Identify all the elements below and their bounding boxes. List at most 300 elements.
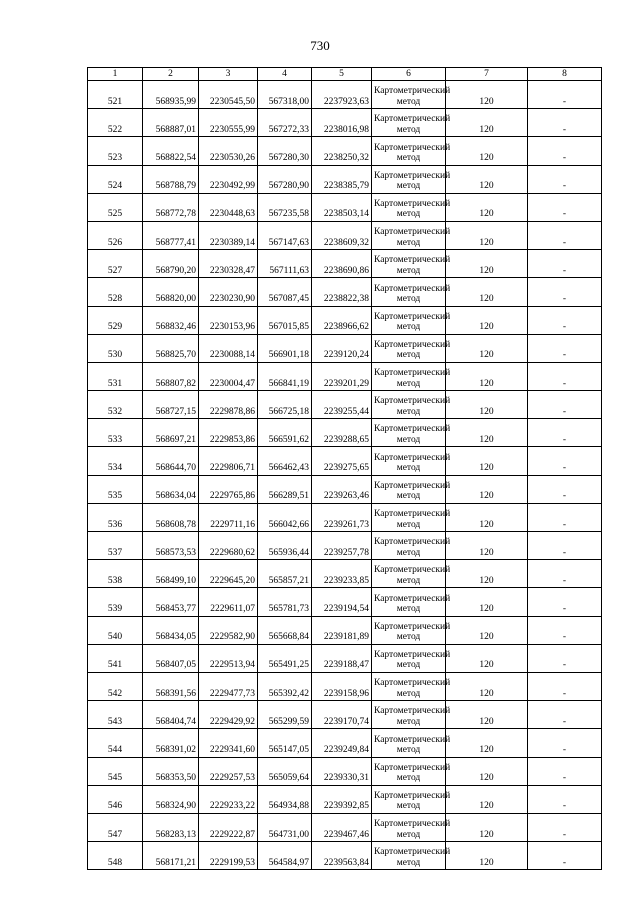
coordinate-cell: 565936,44 xyxy=(258,532,312,560)
coordinate-cell: 2229513,94 xyxy=(199,644,258,672)
method-line2: метод xyxy=(396,604,421,615)
point-number-cell: 545 xyxy=(88,757,143,785)
point-number-cell: 528 xyxy=(88,278,143,306)
method-line1: Картометрический xyxy=(374,311,451,322)
method-line2: метод xyxy=(396,237,421,248)
table-row xyxy=(88,221,602,249)
method-line2: метод xyxy=(396,153,421,164)
coordinate-cell: 568407,05 xyxy=(143,644,199,672)
accuracy-cell: 120 xyxy=(446,250,528,278)
accuracy-cell: 120 xyxy=(446,306,528,334)
table-row xyxy=(88,813,602,841)
coordinate-cell: 568820,00 xyxy=(143,278,199,306)
table-row xyxy=(88,672,602,700)
method-line2: метод xyxy=(396,406,421,417)
coordinate-cell: 568788,79 xyxy=(143,165,199,193)
table-row xyxy=(88,757,602,785)
coordinate-cell: 2230545,50 xyxy=(199,81,258,109)
accuracy-cell: 120 xyxy=(446,221,528,249)
coordinate-cell: 568697,21 xyxy=(143,419,199,447)
table-row xyxy=(88,532,602,560)
method-line1: Картометрический xyxy=(374,452,451,463)
accuracy-cell: 120 xyxy=(446,757,528,785)
coordinate-cell: 2239261,73 xyxy=(312,503,372,531)
column-header: 3 xyxy=(199,68,258,81)
coordinate-cell: 2230389,14 xyxy=(199,221,258,249)
table-row xyxy=(88,193,602,221)
column-header: 5 xyxy=(312,68,372,81)
coordinate-cell: 568404,74 xyxy=(143,701,199,729)
method-line1: Картометрический xyxy=(374,762,451,773)
column-header: 7 xyxy=(446,68,528,81)
coordinate-cell: 2239233,85 xyxy=(312,560,372,588)
coordinate-cell: 566841,19 xyxy=(258,362,312,390)
coordinate-cell: 2230448,63 xyxy=(199,193,258,221)
accuracy-cell: 120 xyxy=(446,532,528,560)
coordinate-cell: 567087,45 xyxy=(258,278,312,306)
coordinate-cell: 2230328,47 xyxy=(199,250,258,278)
coordinate-cell: 2230088,14 xyxy=(199,334,258,362)
method-line2: метод xyxy=(396,209,421,220)
point-number-cell: 531 xyxy=(88,362,143,390)
point-number-cell: 543 xyxy=(88,701,143,729)
method-line1: Картометрический xyxy=(374,678,451,689)
coordinate-cell: 2238966,62 xyxy=(312,306,372,334)
coordinate-cell: 2229429,92 xyxy=(199,701,258,729)
method-cell xyxy=(372,729,451,757)
point-number-cell: 523 xyxy=(88,137,143,165)
accuracy-cell: 120 xyxy=(446,447,528,475)
note-cell: - xyxy=(528,447,602,475)
coordinate-cell: 568727,15 xyxy=(143,391,199,419)
coordinate-cell: 2239392,85 xyxy=(312,785,372,813)
coordinate-cell: 568644,70 xyxy=(143,447,199,475)
coordinate-cell: 564584,97 xyxy=(258,842,312,870)
coordinate-cell: 2239257,78 xyxy=(312,532,372,560)
method-line2: метод xyxy=(396,350,421,361)
coordinate-cell: 2238385,79 xyxy=(312,165,372,193)
method-line2: метод xyxy=(396,322,421,333)
coordinate-cell: 2239255,44 xyxy=(312,391,372,419)
method-cell xyxy=(372,165,451,193)
column-header: 1 xyxy=(88,68,143,81)
coordinate-cell: 2229645,20 xyxy=(199,560,258,588)
coordinate-cell: 567015,85 xyxy=(258,306,312,334)
coordinate-cell: 568634,04 xyxy=(143,475,199,503)
point-number-cell: 525 xyxy=(88,193,143,221)
point-number-cell: 546 xyxy=(88,785,143,813)
method-line1: Картометрический xyxy=(374,227,451,238)
page-number: 730 xyxy=(310,38,330,53)
accuracy-cell: 120 xyxy=(446,137,528,165)
column-header: 2 xyxy=(143,68,199,81)
coordinate-cell: 567272,33 xyxy=(258,109,312,137)
point-number-cell: 539 xyxy=(88,588,143,616)
coordinate-cell: 567280,90 xyxy=(258,165,312,193)
column-header: 6 xyxy=(372,68,446,81)
method-cell xyxy=(372,250,451,278)
method-line2: метод xyxy=(396,547,421,558)
table-row xyxy=(88,503,602,531)
column-header: 4 xyxy=(258,68,312,81)
method-cell xyxy=(372,616,451,644)
coordinate-cell: 568807,82 xyxy=(143,362,199,390)
coordinate-cell: 2229680,62 xyxy=(199,532,258,560)
method-line2: метод xyxy=(396,463,421,474)
method-cell xyxy=(372,785,451,813)
coordinate-cell: 566462,43 xyxy=(258,447,312,475)
coordinate-cell: 568772,78 xyxy=(143,193,199,221)
coordinate-cell: 2229582,90 xyxy=(199,616,258,644)
method-line2: метод xyxy=(396,660,421,671)
table-row xyxy=(88,785,602,813)
coordinate-cell: 2239120,24 xyxy=(312,334,372,362)
accuracy-cell: 120 xyxy=(446,644,528,672)
note-cell: - xyxy=(528,785,602,813)
coordinate-cell: 2229806,71 xyxy=(199,447,258,475)
method-line1: Картометрический xyxy=(374,339,451,350)
method-cell xyxy=(372,560,451,588)
table-row xyxy=(88,419,602,447)
accuracy-cell: 120 xyxy=(446,391,528,419)
point-number-cell: 530 xyxy=(88,334,143,362)
method-cell xyxy=(372,532,451,560)
method-cell xyxy=(372,81,451,109)
table-row xyxy=(88,362,602,390)
table-row xyxy=(88,278,602,306)
coordinate-cell: 568573,53 xyxy=(143,532,199,560)
method-cell xyxy=(372,672,451,700)
coordinate-cell: 2229765,86 xyxy=(199,475,258,503)
coordinate-cell: 564934,88 xyxy=(258,785,312,813)
coordinate-cell: 2238503,14 xyxy=(312,193,372,221)
method-line1: Картометрический xyxy=(374,396,451,407)
method-line1: Картометрический xyxy=(374,170,451,181)
method-line2: метод xyxy=(396,773,421,784)
method-line2: метод xyxy=(396,519,421,530)
coordinate-cell: 568608,78 xyxy=(143,503,199,531)
table-body xyxy=(88,81,602,870)
coordinate-cell: 2229341,60 xyxy=(199,729,258,757)
method-cell xyxy=(372,306,451,334)
note-cell: - xyxy=(528,560,602,588)
method-cell xyxy=(372,278,451,306)
note-cell: - xyxy=(528,306,602,334)
table-row xyxy=(88,137,602,165)
coordinate-cell: 2230555,99 xyxy=(199,109,258,137)
coordinate-cell: 2229199,53 xyxy=(199,842,258,870)
coordinate-cell: 568171,21 xyxy=(143,842,199,870)
note-cell: - xyxy=(528,644,602,672)
point-number-cell: 534 xyxy=(88,447,143,475)
coordinate-cell: 2237923,63 xyxy=(312,81,372,109)
coordinates-table xyxy=(87,67,602,870)
method-line1: Картометрический xyxy=(374,198,451,209)
coordinate-cell: 2230530,26 xyxy=(199,137,258,165)
note-cell: - xyxy=(528,729,602,757)
coordinate-cell: 565668,84 xyxy=(258,616,312,644)
coordinate-cell: 568391,56 xyxy=(143,672,199,700)
table-row xyxy=(88,475,602,503)
coordinate-cell: 2239181,89 xyxy=(312,616,372,644)
method-cell xyxy=(372,701,451,729)
coordinate-cell: 568790,20 xyxy=(143,250,199,278)
accuracy-cell: 120 xyxy=(446,701,528,729)
coordinate-cell: 2239249,84 xyxy=(312,729,372,757)
method-cell xyxy=(372,419,451,447)
coordinate-cell: 568353,50 xyxy=(143,757,199,785)
coordinate-cell: 565781,73 xyxy=(258,588,312,616)
point-number-cell: 524 xyxy=(88,165,143,193)
method-line2: метод xyxy=(396,265,421,276)
method-line1: Картометрический xyxy=(374,847,451,858)
accuracy-cell: 120 xyxy=(446,842,528,870)
coordinate-cell: 2239194,54 xyxy=(312,588,372,616)
method-line1: Картометрический xyxy=(374,537,451,548)
accuracy-cell: 120 xyxy=(446,616,528,644)
note-cell: - xyxy=(528,109,602,137)
table-row xyxy=(88,701,602,729)
method-line2: метод xyxy=(396,434,421,445)
method-line1: Картометрический xyxy=(374,621,451,632)
point-number-cell: 548 xyxy=(88,842,143,870)
table-row xyxy=(88,165,602,193)
method-cell xyxy=(372,503,451,531)
method-cell xyxy=(372,221,451,249)
coordinate-cell: 2239188,47 xyxy=(312,644,372,672)
method-line1: Картометрический xyxy=(374,565,451,576)
method-line1: Картометрический xyxy=(374,593,451,604)
coordinate-cell: 565392,42 xyxy=(258,672,312,700)
point-number-cell: 532 xyxy=(88,391,143,419)
point-number-cell: 537 xyxy=(88,532,143,560)
coordinate-cell: 2230230,90 xyxy=(199,278,258,306)
table-row xyxy=(88,306,602,334)
method-line1: Картометрический xyxy=(374,424,451,435)
note-cell: - xyxy=(528,701,602,729)
note-cell: - xyxy=(528,165,602,193)
method-line2: метод xyxy=(396,294,421,304)
accuracy-cell: 120 xyxy=(446,419,528,447)
coordinate-cell: 2239275,65 xyxy=(312,447,372,475)
coordinate-cell: 2229257,53 xyxy=(199,757,258,785)
method-line2: метод xyxy=(396,716,421,727)
method-line1: Картометрический xyxy=(374,86,451,97)
coordinate-cell: 568935,99 xyxy=(143,81,199,109)
method-cell xyxy=(372,362,451,390)
coordinate-cell: 567318,00 xyxy=(258,81,312,109)
point-number-cell: 540 xyxy=(88,616,143,644)
accuracy-cell: 120 xyxy=(446,165,528,193)
coordinate-cell: 568777,41 xyxy=(143,221,199,249)
accuracy-cell: 120 xyxy=(446,672,528,700)
coordinate-cell: 2229233,22 xyxy=(199,785,258,813)
note-cell: - xyxy=(528,672,602,700)
method-line2: метод xyxy=(396,632,421,643)
method-cell xyxy=(372,447,451,475)
note-cell: - xyxy=(528,503,602,531)
method-line1: Картометрический xyxy=(374,283,451,294)
point-number-cell: 535 xyxy=(88,475,143,503)
coordinate-cell: 2229222,87 xyxy=(199,813,258,841)
coordinate-cell: 2230004,47 xyxy=(199,362,258,390)
coordinate-cell: 566725,18 xyxy=(258,391,312,419)
accuracy-cell: 120 xyxy=(446,560,528,588)
table-row xyxy=(88,842,602,870)
table-row xyxy=(88,391,602,419)
note-cell: - xyxy=(528,391,602,419)
accuracy-cell: 120 xyxy=(446,362,528,390)
note-cell: - xyxy=(528,334,602,362)
method-line2: метод xyxy=(396,378,421,389)
coordinate-cell: 2239201,29 xyxy=(312,362,372,390)
method-line1: Картометрический xyxy=(374,790,451,801)
accuracy-cell: 120 xyxy=(446,109,528,137)
coordinate-cell: 568887,01 xyxy=(143,109,199,137)
coordinate-cell: 2238016,98 xyxy=(312,109,372,137)
point-number-cell: 541 xyxy=(88,644,143,672)
method-cell xyxy=(372,588,451,616)
coordinate-cell: 2239330,31 xyxy=(312,757,372,785)
table-row xyxy=(88,109,602,137)
note-cell: - xyxy=(528,81,602,109)
accuracy-cell: 120 xyxy=(446,475,528,503)
table-row xyxy=(88,81,602,109)
method-cell xyxy=(372,334,451,362)
coordinate-cell: 568832,46 xyxy=(143,306,199,334)
coordinate-cell: 568825,70 xyxy=(143,334,199,362)
coordinate-cell: 2239158,96 xyxy=(312,672,372,700)
coordinate-cell: 567111,63 xyxy=(258,250,312,278)
note-cell: - xyxy=(528,250,602,278)
method-cell xyxy=(372,813,451,841)
coordinate-cell: 2239563,84 xyxy=(312,842,372,870)
coordinate-cell: 565147,05 xyxy=(258,729,312,757)
method-cell xyxy=(372,137,451,165)
method-cell xyxy=(372,644,451,672)
coordinate-cell: 568822,54 xyxy=(143,137,199,165)
coordinate-cell: 2239467,46 xyxy=(312,813,372,841)
method-line2: метод xyxy=(396,688,421,699)
accuracy-cell: 120 xyxy=(446,503,528,531)
note-cell: - xyxy=(528,842,602,870)
point-number-cell: 521 xyxy=(88,81,143,109)
method-line1: Картометрический xyxy=(374,734,451,745)
coordinate-cell: 568391,02 xyxy=(143,729,199,757)
coordinate-cell: 2238690,86 xyxy=(312,250,372,278)
coordinate-cell: 565059,64 xyxy=(258,757,312,785)
table-row xyxy=(88,250,602,278)
note-cell: - xyxy=(528,137,602,165)
point-number-cell: 529 xyxy=(88,306,143,334)
note-cell: - xyxy=(528,616,602,644)
table-row xyxy=(88,616,602,644)
method-line1: Картометрический xyxy=(374,114,451,125)
method-line1: Картометрический xyxy=(374,649,451,660)
coordinate-cell: 2229711,16 xyxy=(199,503,258,531)
accuracy-cell: 120 xyxy=(446,588,528,616)
coordinate-cell: 568283,13 xyxy=(143,813,199,841)
point-number-cell: 544 xyxy=(88,729,143,757)
method-line1: Картометрический xyxy=(374,480,451,491)
table-row xyxy=(88,334,602,362)
method-line1: Картометрический xyxy=(374,368,451,379)
accuracy-cell: 120 xyxy=(446,813,528,841)
coordinate-cell: 2230492,99 xyxy=(199,165,258,193)
coordinate-cell: 566901,18 xyxy=(258,334,312,362)
note-cell: - xyxy=(528,221,602,249)
point-number-cell: 522 xyxy=(88,109,143,137)
point-number-cell: 526 xyxy=(88,221,143,249)
table-row xyxy=(88,729,602,757)
coordinate-cell: 2238250,32 xyxy=(312,137,372,165)
coordinate-cell: 568453,77 xyxy=(143,588,199,616)
method-line2: метод xyxy=(396,181,421,192)
coordinate-cell: 564731,00 xyxy=(258,813,312,841)
coordinate-cell: 565857,21 xyxy=(258,560,312,588)
coordinate-cell: 2229611,07 xyxy=(199,588,258,616)
coordinate-cell: 566042,66 xyxy=(258,503,312,531)
note-cell: - xyxy=(528,278,602,306)
accuracy-cell: 120 xyxy=(446,334,528,362)
point-number-cell: 527 xyxy=(88,250,143,278)
accuracy-cell: 120 xyxy=(446,193,528,221)
method-line2: метод xyxy=(396,96,421,107)
note-cell: - xyxy=(528,475,602,503)
method-cell xyxy=(372,842,451,870)
point-number-cell: 536 xyxy=(88,503,143,531)
coordinate-cell: 2239288,65 xyxy=(312,419,372,447)
table-row xyxy=(88,560,602,588)
table-row xyxy=(88,447,602,475)
note-cell: - xyxy=(528,419,602,447)
method-line1: Картометрический xyxy=(374,255,451,266)
coordinate-cell: 568499,10 xyxy=(143,560,199,588)
note-cell: - xyxy=(528,532,602,560)
coordinate-cell: 2238822,38 xyxy=(312,278,372,306)
note-cell: - xyxy=(528,362,602,390)
method-line1: Картометрический xyxy=(374,819,451,830)
coordinate-cell: 566591,62 xyxy=(258,419,312,447)
method-cell xyxy=(372,391,451,419)
method-line2: метод xyxy=(396,829,421,840)
method-cell xyxy=(372,757,451,785)
coordinate-cell: 567280,30 xyxy=(258,137,312,165)
method-cell xyxy=(372,193,451,221)
coordinate-cell: 567235,58 xyxy=(258,193,312,221)
coordinate-cell: 566289,51 xyxy=(258,475,312,503)
method-cell xyxy=(372,109,451,137)
accuracy-cell: 120 xyxy=(446,81,528,109)
accuracy-cell: 120 xyxy=(446,785,528,813)
note-cell: - xyxy=(528,588,602,616)
coordinate-cell: 2239170,74 xyxy=(312,701,372,729)
note-cell: - xyxy=(528,757,602,785)
method-line1: Картометрический xyxy=(374,509,451,519)
coordinate-cell: 567147,63 xyxy=(258,221,312,249)
point-number-cell: 533 xyxy=(88,419,143,447)
table-row xyxy=(88,588,602,616)
table-row xyxy=(88,644,602,672)
coordinate-cell: 565299,59 xyxy=(258,701,312,729)
coordinate-cell: 2230153,96 xyxy=(199,306,258,334)
note-cell: - xyxy=(528,813,602,841)
method-line2: метод xyxy=(396,745,421,755)
coordinate-cell: 2239263,46 xyxy=(312,475,372,503)
coordinate-cell: 2229477,73 xyxy=(199,672,258,700)
table-header-row xyxy=(88,68,602,81)
method-line1: Картометрический xyxy=(374,142,451,153)
